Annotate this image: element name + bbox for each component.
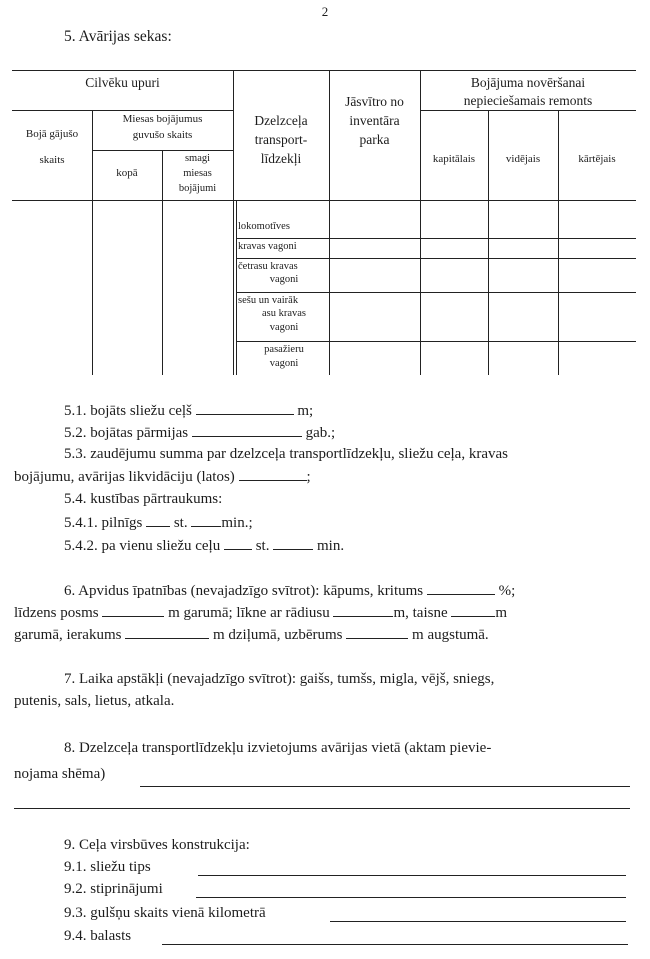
row-label-kravas-vagoni: kravas vagoni bbox=[238, 241, 297, 252]
field-9-1[interactable] bbox=[198, 875, 626, 876]
header-miesas-2: guvušo skaits bbox=[132, 129, 193, 141]
field-5-2[interactable] bbox=[192, 423, 302, 437]
header-smagi-3: bojājumi bbox=[178, 183, 217, 194]
header-jasvitro-2: inventāra bbox=[349, 113, 400, 128]
section-6-line2: līdzens posms m garumā; līkne ar rādiusu m, taisne m bbox=[14, 605, 508, 621]
field-5-3[interactable] bbox=[239, 467, 307, 481]
item-5-4-2: 5.4.2. pa vienu sliežu ceļu st. min. bbox=[64, 538, 345, 554]
section-7-line1: 7. Laika apstākļi (nevajadzīgo svītrot): gaišs, tumšs, migla, vējš, sniegs, bbox=[64, 671, 495, 687]
item-5-3-line2: bojājumu, avārijas likvidāciju (latos) ; bbox=[14, 469, 311, 485]
item-9-3: 9.3. gulšņu skaits vienā kilometrā bbox=[64, 905, 266, 921]
field-8-line-2[interactable] bbox=[14, 808, 630, 809]
section-5-title: 5. Avārijas sekas: bbox=[64, 28, 172, 45]
item-9-1: 9.1. sliežu tips bbox=[64, 859, 151, 875]
header-miesas-1: Miesas bojājumus bbox=[122, 113, 203, 125]
field-9-4[interactable] bbox=[162, 944, 628, 945]
field-6-ierakums[interactable] bbox=[125, 625, 209, 639]
section-8-line2: nojama shēma) bbox=[14, 766, 106, 782]
item-9-2: 9.2. stiprinājumi bbox=[64, 881, 163, 897]
field-5-1[interactable] bbox=[196, 401, 294, 415]
row-label-sesu-2: asu kravas bbox=[261, 308, 307, 319]
row-label-pasazieru-1: pasažieru bbox=[264, 344, 304, 355]
item-5-4: 5.4. kustības pārtraukums: bbox=[64, 491, 223, 507]
field-8-line-1[interactable] bbox=[140, 786, 630, 787]
field-6-uzberums[interactable] bbox=[346, 625, 408, 639]
row-label-sesu-3: vagoni bbox=[269, 322, 299, 333]
header-kopa: kopā bbox=[116, 167, 138, 179]
header-videjais: vidējais bbox=[505, 153, 541, 165]
field-5-4-1-st[interactable] bbox=[146, 513, 170, 527]
row-label-pasazieru-2: vagoni bbox=[269, 358, 299, 369]
header-dzelzcela-3: līdzekļi bbox=[260, 151, 302, 166]
field-6-taisne[interactable] bbox=[451, 603, 495, 617]
header-cilveku-upuri: Cilvēku upuri bbox=[85, 75, 160, 90]
header-boja-gajuso: Bojā gājušo bbox=[25, 128, 79, 140]
row-label-lokomotives: lokomotīves bbox=[238, 221, 290, 232]
field-5-4-2-min[interactable] bbox=[273, 536, 313, 550]
header-bojajuma-1: Bojājuma novēršanai bbox=[470, 75, 586, 90]
section-6-line1: 6. Apvidus īpatnības (nevajadzīgo svītrot): kāpums, kritums %; bbox=[64, 583, 516, 599]
header-kapitalais: kapitālais bbox=[432, 153, 476, 165]
row-label-sesu-1: sešu un vairāk bbox=[238, 295, 299, 306]
field-9-3[interactable] bbox=[330, 921, 626, 922]
header-smagi-1: smagi bbox=[184, 153, 211, 164]
header-smagi-2: miesas bbox=[183, 168, 212, 179]
page-number: 2 bbox=[321, 4, 329, 19]
header-dzelzcela-1: Dzelzceļa bbox=[254, 113, 308, 128]
field-9-2[interactable] bbox=[196, 897, 626, 898]
row-label-cetrasu-1: četrasu kravas bbox=[238, 261, 298, 272]
field-6-radiuss[interactable] bbox=[333, 603, 393, 617]
item-5-4-1: 5.4.1. pilnīgs st. min.; bbox=[64, 515, 253, 531]
field-6-lidzens[interactable] bbox=[102, 603, 164, 617]
item-5-2: 5.2. bojātas pārmijas gab.; bbox=[64, 425, 336, 441]
field-5-4-1-min[interactable] bbox=[191, 513, 221, 527]
header-dzelzcela-2: transport- bbox=[254, 132, 308, 147]
section-7-line2: putenis, sals, lietus, atkala. bbox=[14, 693, 175, 709]
header-jasvitro-3: parka bbox=[359, 132, 390, 147]
section-6-line3: garumā, ierakums m dziļumā, uzbērums m augstumā. bbox=[14, 627, 489, 643]
field-5-4-2-st[interactable] bbox=[224, 536, 252, 550]
header-bojajuma-2: nepieciešamais remonts bbox=[463, 93, 593, 108]
field-6-kapums[interactable] bbox=[427, 581, 495, 595]
header-boja-gajuso-skaits: skaits bbox=[39, 154, 65, 166]
header-kartejais: kārtējais bbox=[578, 153, 616, 165]
row-label-cetrasu-2: vagoni bbox=[269, 274, 299, 285]
item-5-3-line1: 5.3. zaudējumu summa par dzelzceļa transportlīdzekļu, sliežu ceļa, kravas bbox=[64, 446, 508, 462]
header-jasvitro-1: Jāsvītro no bbox=[345, 94, 404, 109]
section-9-title: 9. Ceļa virsbūves konstrukcija: bbox=[64, 837, 250, 853]
item-5-1: 5.1. bojāts sliežu ceļš m; bbox=[64, 403, 314, 419]
item-9-4: 9.4. balasts bbox=[64, 928, 132, 944]
section-8-line1: 8. Dzelzceļa transportlīdzekļu izvietojums avārijas vietā (aktam pievie- bbox=[64, 740, 492, 756]
